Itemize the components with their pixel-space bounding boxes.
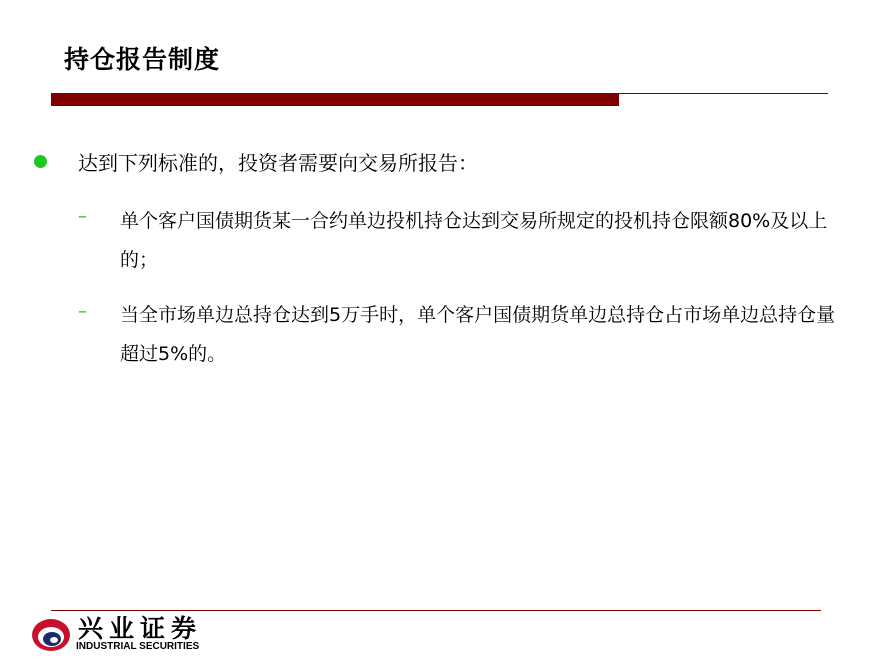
sub-bullet-text-2: 当全市场单边总持仓达到5万手时，单个客户国债期货单边总持仓占市场单边总持仓量超过5%的。 [120,304,836,365]
industrial-securities-emblem-icon [30,617,72,653]
bullet-dot-icon [34,155,47,168]
logo-english-name: INDUSTRIAL SECURITIES [76,641,200,652]
sub-bullet-text-1: 单个客户国债期货某一合约单边投机持仓达到交易所规定的投机持仓限额80%及以上的； [120,210,828,271]
sub-bullet-dash-icon: – [78,301,87,322]
company-logo [30,615,240,655]
logo-chinese-name: 兴业证券 [78,614,203,643]
footer-divider [51,610,821,611]
main-bullet-text: 达到下列标准的，投资者需要向交易所报告： [78,151,478,175]
sub-bullet-dash-icon: – [78,206,87,227]
slide-title: 持仓报告制度 [64,45,221,74]
title-underline-bar [51,93,619,106]
title-underline-thin-line [619,93,828,94]
